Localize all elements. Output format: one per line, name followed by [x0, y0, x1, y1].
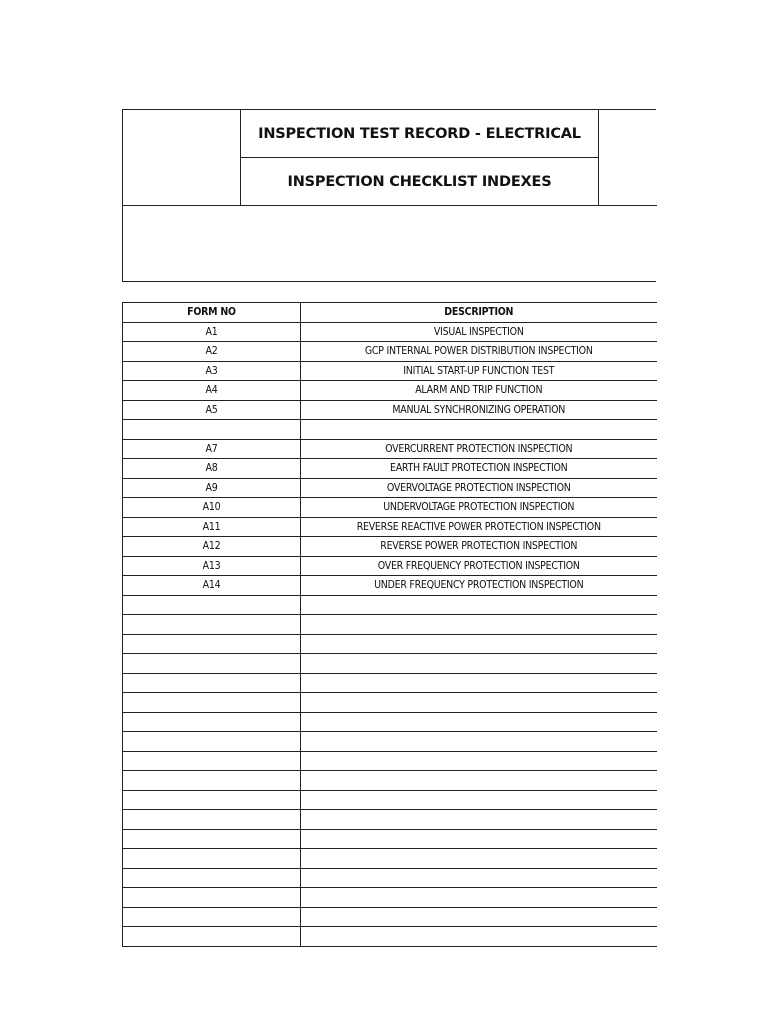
table-row [123, 829, 657, 849]
table-row [123, 420, 657, 440]
table-row [123, 459, 657, 479]
table-row [123, 907, 657, 927]
form-no-cell: A7 [123, 439, 301, 459]
description-cell [301, 673, 657, 693]
table-row [123, 478, 657, 498]
form-no-cell [123, 420, 301, 440]
form-no-cell: A12 [123, 537, 301, 557]
form-no-cell: A11 [123, 517, 301, 537]
header-blank-area [123, 206, 657, 282]
form-no-cell [123, 634, 301, 654]
table-row [123, 849, 657, 869]
description-cell: VISUAL INSPECTION [301, 322, 657, 342]
description-cell [301, 751, 657, 771]
table-row [123, 673, 657, 693]
description-cell [301, 654, 657, 674]
logo-cell [123, 110, 241, 206]
table-body [123, 322, 657, 946]
description-cell [301, 693, 657, 713]
description-cell: OVER FREQUENCY PROTECTION INSPECTION [301, 556, 657, 576]
description-cell [301, 849, 657, 869]
form-no-cell: A14 [123, 576, 301, 596]
table-row [123, 615, 657, 635]
form-no-cell [123, 693, 301, 713]
table-row [123, 342, 657, 362]
document-header [122, 109, 656, 282]
table-row [123, 361, 657, 381]
table-row [123, 400, 657, 420]
table-row [123, 751, 657, 771]
description-cell: GCP INTERNAL POWER DISTRIBUTION INSPECTION [301, 342, 657, 362]
form-no-cell: A8 [123, 459, 301, 479]
form-no-cell [123, 771, 301, 791]
description-cell: ALARM AND TRIP FUNCTION [301, 381, 657, 401]
form-no-cell [123, 790, 301, 810]
table-row [123, 517, 657, 537]
description-cell [301, 829, 657, 849]
form-no-cell [123, 907, 301, 927]
form-no-cell: A9 [123, 478, 301, 498]
description-cell [301, 907, 657, 927]
description-cell: REVERSE POWER PROTECTION INSPECTION [301, 537, 657, 557]
table-row [123, 439, 657, 459]
description-cell: OVERCURRENT PROTECTION INSPECTION [301, 439, 657, 459]
description-cell: REVERSE REACTIVE POWER PROTECTION INSPECTION [301, 517, 657, 537]
table-row [123, 654, 657, 674]
form-no-cell: A2 [123, 342, 301, 362]
table-row [123, 868, 657, 888]
table-row [123, 732, 657, 752]
table-row [123, 556, 657, 576]
description-cell [301, 771, 657, 791]
form-no-cell: A1 [123, 322, 301, 342]
form-no-cell [123, 810, 301, 830]
description-cell [301, 634, 657, 654]
description-cell: OVERVOLTAGE PROTECTION INSPECTION [301, 478, 657, 498]
form-no-cell [123, 927, 301, 947]
form-no-cell [123, 615, 301, 635]
table-row [123, 634, 657, 654]
description-cell: UNDERVOLTAGE PROTECTION INSPECTION [301, 498, 657, 518]
column-header-description: DESCRIPTION [301, 303, 657, 323]
description-cell: UNDER FREQUENCY PROTECTION INSPECTION [301, 576, 657, 596]
description-cell: EARTH FAULT PROTECTION INSPECTION [301, 459, 657, 479]
description-cell [301, 927, 657, 947]
form-no-cell: A10 [123, 498, 301, 518]
form-no-cell [123, 732, 301, 752]
table-row [123, 693, 657, 713]
checklist-index-table [122, 302, 657, 947]
table-row [123, 537, 657, 557]
description-cell: INITIAL START-UP FUNCTION TEST [301, 361, 657, 381]
form-no-cell: A13 [123, 556, 301, 576]
description-cell [301, 595, 657, 615]
table-row [123, 712, 657, 732]
description-cell [301, 615, 657, 635]
description-cell [301, 888, 657, 908]
form-no-cell: A5 [123, 400, 301, 420]
document-subtitle: INSPECTION CHECKLIST INDEXES [241, 158, 598, 206]
description-cell [301, 868, 657, 888]
description-cell [301, 810, 657, 830]
table-row [123, 595, 657, 615]
form-no-cell [123, 868, 301, 888]
form-no-cell: A3 [123, 361, 301, 381]
form-no-cell [123, 595, 301, 615]
form-no-cell [123, 888, 301, 908]
description-cell [301, 790, 657, 810]
table-row [123, 381, 657, 401]
form-no-cell [123, 751, 301, 771]
form-no-cell [123, 654, 301, 674]
table-row [123, 790, 657, 810]
table-row [123, 771, 657, 791]
form-no-cell [123, 849, 301, 869]
column-header-form-no: FORM NO [123, 303, 301, 323]
form-no-cell: A4 [123, 381, 301, 401]
description-cell [301, 420, 657, 440]
table-row [123, 322, 657, 342]
description-cell: MANUAL SYNCHRONIZING OPERATION [301, 400, 657, 420]
form-no-cell [123, 829, 301, 849]
description-cell [301, 712, 657, 732]
form-no-cell [123, 673, 301, 693]
table-row [123, 927, 657, 947]
header-right-cell [598, 110, 657, 206]
form-no-cell [123, 712, 301, 732]
table-row [123, 888, 657, 908]
table-row [123, 810, 657, 830]
table-header-row [123, 303, 657, 323]
table-row [123, 498, 657, 518]
table-row [123, 576, 657, 596]
description-cell [301, 732, 657, 752]
document-title: INSPECTION TEST RECORD - ELECTRICAL [241, 110, 598, 158]
